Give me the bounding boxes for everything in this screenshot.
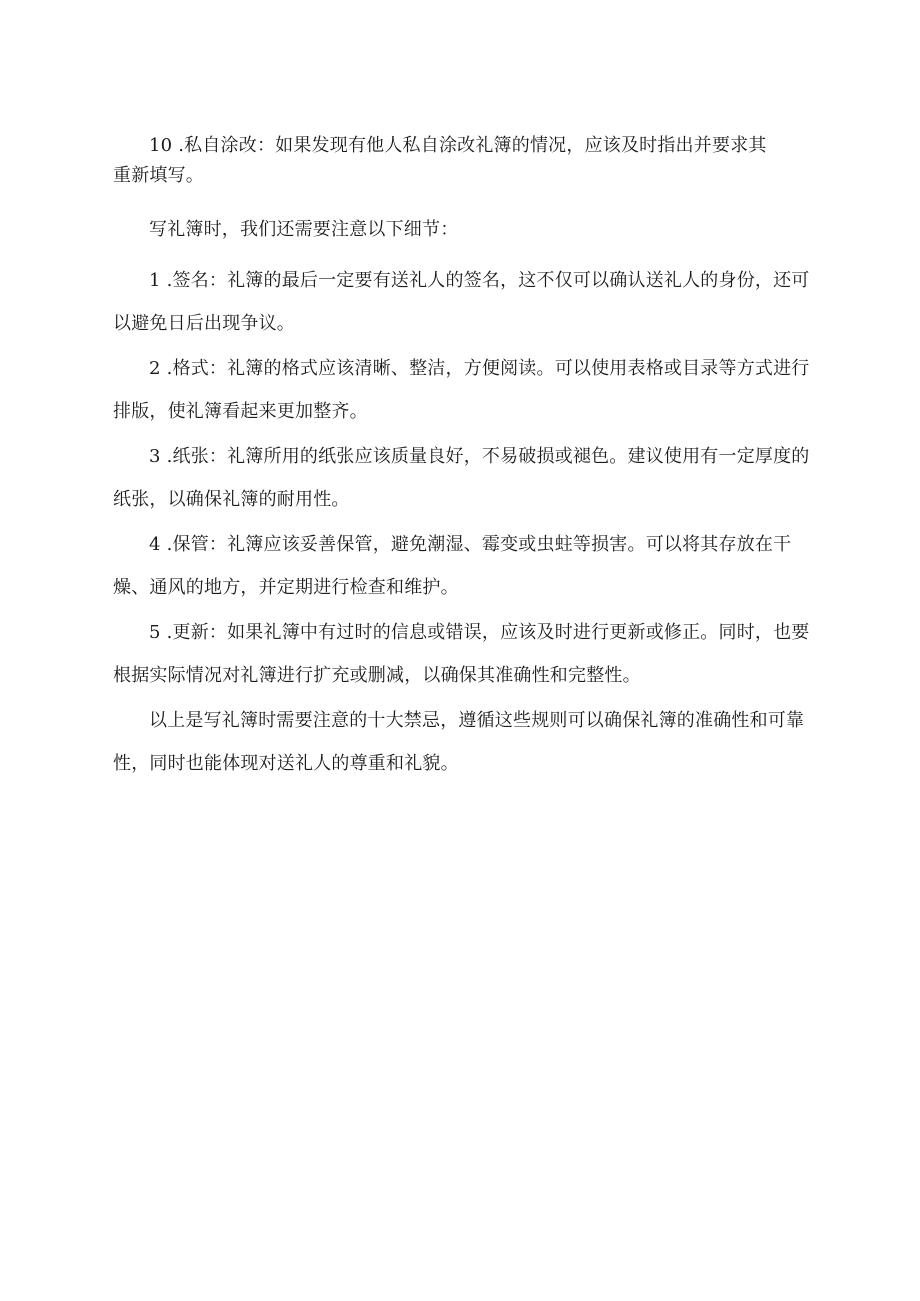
paragraph-detail-update: 5 .更新：如果礼簿中有过时的信息或错误，应该及时进行更新或修正。同时，也要根据实际情况对礼簿进行扩充或删减，以确保其准确性和完整性。 [113, 622, 810, 686]
paragraph-detail-storage: 4 .保管：礼簿应该妥善保管，避免潮湿、霉变或虫蛀等损害。可以将其存放在干燥、通风的地方，并定期进行检查和维护。 [113, 534, 792, 598]
paragraph-details-intro: 写礼簿时，我们还需要注意以下细节： [149, 219, 459, 240]
paragraph-detail-format: 2 .格式：礼簿的格式应该清晰、整洁，方便阅读。可以使用表格或目录等方式进行排版，使礼簿看起来更加整齐。 [113, 358, 810, 422]
paragraph-detail-signature: 1 .签名：礼簿的最后一定要有送礼人的签名，这不仅可以确认送礼人的身份，还可以避免日后出现争议。 [113, 270, 810, 334]
document-body [113, 131, 813, 787]
paragraph-item-10-alteration: 10 .私自涂改：如果发现有他人私自涂改礼簿的情况，应该及时指出并要求其重新填写。 [113, 135, 767, 186]
paragraph-detail-paper: 3 .纸张：礼簿所用的纸张应该质量良好，不易破损或褪色。建议使用有一定厚度的纸张，以确保礼簿的耐用性。 [113, 446, 810, 510]
paragraph-conclusion: 以上是写礼簿时需要注意的十大禁忌，遵循这些规则可以确保礼簿的准确性和可靠性，同时也能体现对送礼人的尊重和礼貌。 [113, 710, 805, 774]
